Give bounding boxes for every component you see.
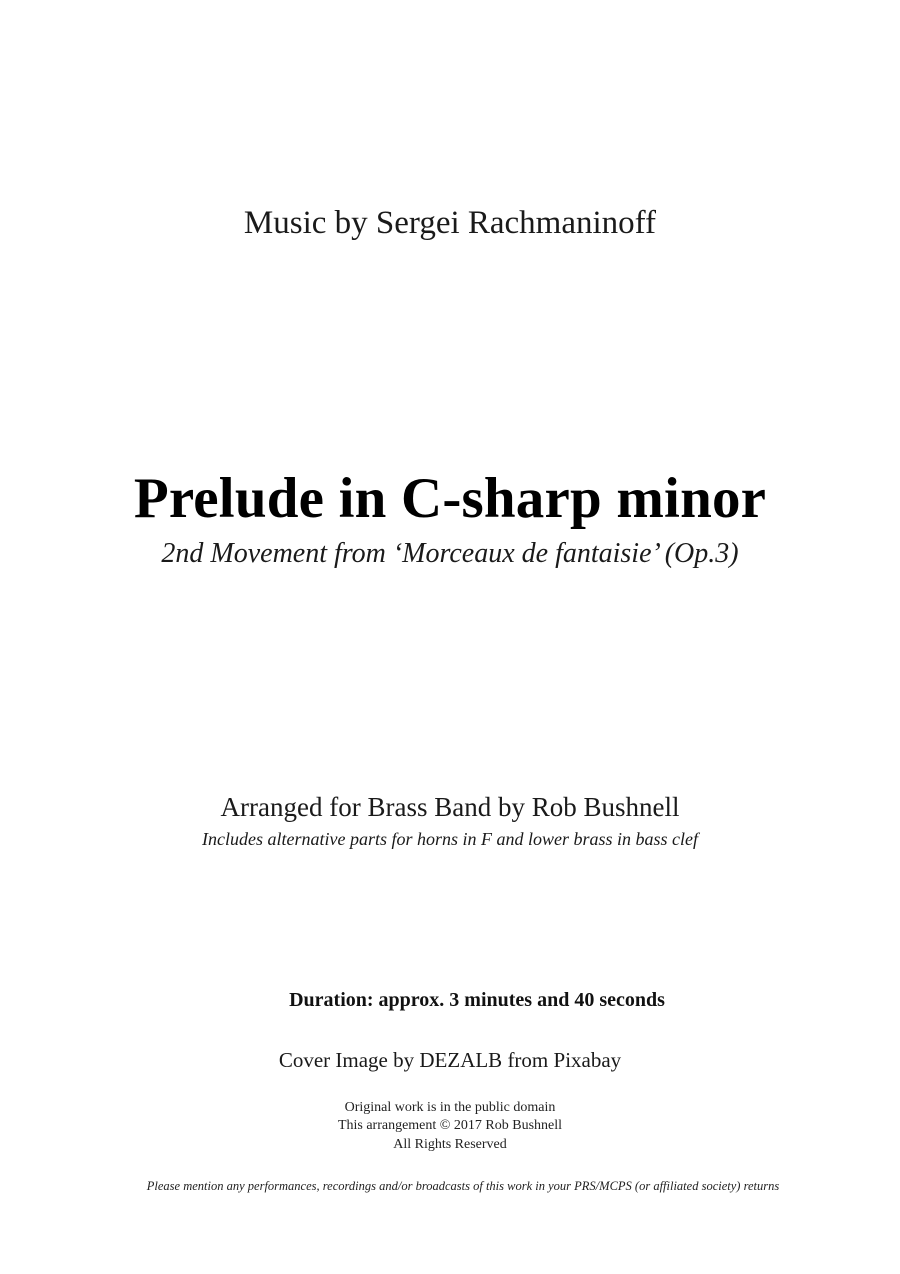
copyright-notice: This arrangement © 2017 Rob Bushnell xyxy=(337,1118,563,1133)
alternative-parts-note: Includes alternative parts for horns in F and lower brass in bass clef xyxy=(202,829,698,849)
page-title: Prelude in C-sharp minor xyxy=(133,467,767,530)
duration-text: Duration: approx. 3 minutes and 40 seconds xyxy=(289,989,665,1011)
rights-notice: All Rights Reserved xyxy=(393,1137,507,1152)
cover-image-credit: Cover Image by DEZALB from Pixabay xyxy=(278,1048,622,1072)
composer-credit: Music by Sergei Rachmaninoff xyxy=(243,205,657,241)
subtitle: 2nd Movement from ‘Morceaux de fantaisie’ (Op.3) xyxy=(161,538,739,569)
public-domain-notice: Original work is in the public domain xyxy=(344,1100,556,1115)
arranger-credit: Arranged for Brass Band by Rob Bushnell xyxy=(220,792,680,822)
prs-returns-note: Please mention any performances, recordings and/or broadcasts of this work in your PRS/MCPS (or affiliated society) returns xyxy=(146,1179,780,1193)
